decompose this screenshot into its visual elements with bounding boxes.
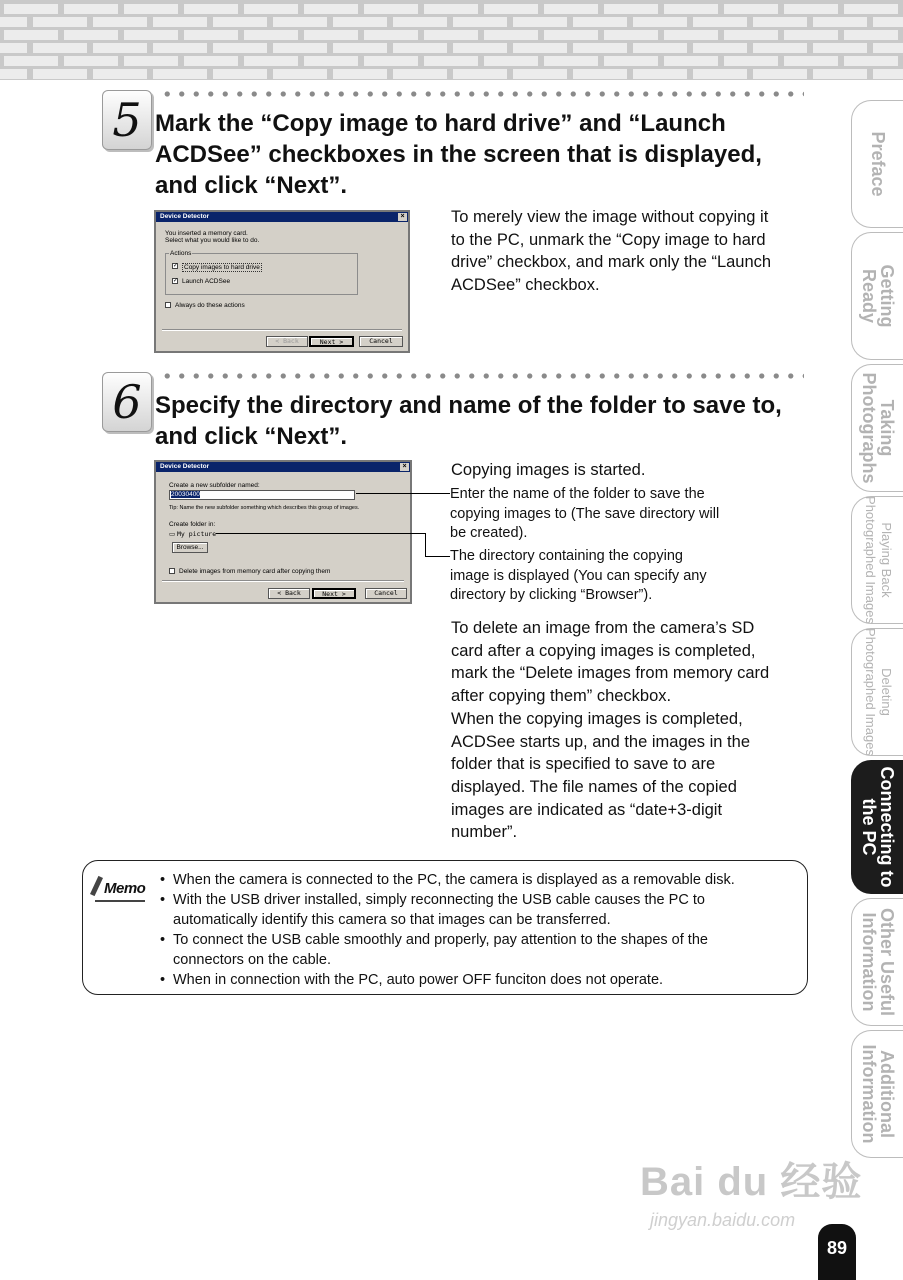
brick	[784, 4, 838, 14]
back-button[interactable]: < Back	[268, 588, 310, 599]
brick	[664, 4, 718, 14]
close-icon[interactable]: ×	[400, 463, 409, 471]
memo-underline	[95, 900, 145, 902]
brick	[873, 43, 903, 53]
brick	[873, 69, 903, 79]
callout-line-directory	[216, 533, 425, 534]
brick	[273, 43, 327, 53]
callout-line-subfolder	[356, 493, 450, 494]
brick	[573, 17, 627, 27]
brick	[844, 56, 898, 66]
brick	[213, 43, 267, 53]
callout-line-directory-vert	[425, 533, 426, 556]
brick	[184, 4, 238, 14]
brick	[93, 43, 147, 53]
brick	[513, 17, 567, 27]
brick	[4, 56, 58, 66]
brick	[124, 30, 178, 40]
back-button[interactable]: < Back	[266, 336, 308, 347]
step6-description: To delete an image from the camera’s SD card after a copying images is completed, mark the “Delete images from memory card after copying them” checkbox. When the copying images is completed, ACDSee starts up, and the images in the folder that is specified to save to are displayed. The file names of the copied images are indicated as “date+3-digit number”.	[451, 619, 770, 842]
brick	[364, 56, 418, 66]
brick-row	[0, 41, 903, 55]
brick	[393, 43, 447, 53]
brick	[333, 43, 387, 53]
callout1-text: Enter the name of the folder to save the copying images to (The save directory will be created).	[450, 486, 720, 541]
brick-row	[4, 28, 903, 42]
brick	[693, 17, 747, 27]
copying-started-text: Copying images is started.	[451, 461, 646, 479]
brick	[64, 30, 118, 40]
brick	[753, 17, 807, 27]
cancel-button[interactable]: Cancel	[359, 336, 403, 347]
baidu-watermark-url: jingyan.baidu.com	[650, 1210, 796, 1230]
brick	[213, 17, 267, 27]
launch-acdsee-checkbox[interactable]: ✓	[173, 278, 179, 284]
brick	[513, 43, 567, 53]
brick	[844, 4, 898, 14]
brick	[604, 4, 658, 14]
tab-deleting[interactable]: Deleting Photographed Images	[851, 628, 903, 756]
brick	[33, 17, 87, 27]
cancel-button[interactable]: Cancel	[365, 588, 407, 599]
memo-label: Memo	[104, 880, 146, 897]
step5-dotted-rule	[160, 90, 804, 98]
brick	[333, 17, 387, 27]
brick	[484, 56, 538, 66]
brick	[364, 30, 418, 40]
tab-connecting-to-pc[interactable]: Connecting to the PC	[851, 760, 903, 894]
brick	[484, 4, 538, 14]
brick	[0, 69, 27, 79]
memo-item: • To connect the USB cable smoothly and properly, pay attention to the shapes of the connectors on the cable.	[160, 930, 800, 970]
brick-row	[4, 2, 903, 16]
baidu-watermark-logo: Bai du 经验	[640, 1160, 863, 1204]
brick	[693, 69, 747, 79]
memo-list	[160, 870, 800, 990]
brick	[304, 56, 358, 66]
always-do-checkbox[interactable]	[165, 302, 171, 308]
brick	[4, 4, 58, 14]
brick	[273, 69, 327, 79]
brick	[813, 17, 867, 27]
copy-images-checkbox[interactable]: ✓	[173, 263, 179, 269]
step5-title: Mark the “Copy image to hard drive” and “Launch ACDSee” checkboxes in the screen that is displayed, and click “Next”.	[155, 110, 762, 199]
brick	[813, 69, 867, 79]
dialog-title-bar: Device Detector ×	[156, 462, 410, 472]
tab-additional-information[interactable]: Additional Information	[851, 1030, 903, 1158]
brick	[153, 17, 207, 27]
brick	[724, 56, 778, 66]
memo-item: • When in connection with the PC, auto power OFF funciton does not operate.	[160, 970, 800, 990]
page-number: 89	[818, 1224, 856, 1280]
step5-device-detector-dialog: Device Detector × You inserted a memory card. Select what you would like to do. Actions ✓ Copy images to hard drive ✓ Launch ACDSee Always do these actions < Back Next > Cancel	[154, 210, 410, 353]
brick	[424, 56, 478, 66]
brick	[4, 30, 58, 40]
brick	[244, 4, 298, 14]
tab-playing-back[interactable]: Playing Back Photographed Images	[851, 496, 903, 624]
brick	[453, 69, 507, 79]
brick	[453, 43, 507, 53]
brick	[124, 56, 178, 66]
brick-row	[4, 54, 903, 68]
step6-dotted-rule	[160, 372, 804, 380]
step6-device-detector-dialog: Device Detector × Create a new subfolder named: 20030400 Tip: Name the new subfolder something which describes this group of images. Create folder in: ▭ My picture Browse... Delete images from memory card after copying them < Back Next > Cancel	[154, 460, 412, 604]
close-icon[interactable]: ×	[398, 213, 407, 221]
brick	[244, 30, 298, 40]
brick-row	[0, 15, 903, 29]
brick	[393, 17, 447, 27]
brick	[813, 43, 867, 53]
brick	[573, 43, 627, 53]
brick	[724, 4, 778, 14]
brick	[544, 56, 598, 66]
next-button[interactable]: Next >	[309, 336, 354, 347]
brick	[64, 56, 118, 66]
brick	[633, 43, 687, 53]
brick	[364, 4, 418, 14]
brick	[484, 30, 538, 40]
brick	[0, 17, 27, 27]
step5-description: To merely view the image without copying it to the PC, unmark the “Copy image to hard drive” checkbox, and mark only the “Launch ACDSee” checkbox.	[451, 208, 772, 295]
tab-getting-ready[interactable]: Getting Ready	[851, 232, 903, 360]
brick	[573, 69, 627, 79]
brick	[33, 69, 87, 79]
brick	[693, 43, 747, 53]
folder-icon: ▭	[169, 531, 176, 538]
memo-item: • With the USB driver installed, simply reconnecting the USB cable causes the PC to automatically identify this camera so that images can be transferred.	[160, 890, 800, 930]
brick	[753, 69, 807, 79]
actions-groupbox	[165, 253, 358, 295]
brick	[184, 30, 238, 40]
brick	[333, 69, 387, 79]
brick	[424, 4, 478, 14]
brick	[633, 17, 687, 27]
brick	[93, 69, 147, 79]
brick	[513, 69, 567, 79]
folder-path: ▭ My picture	[169, 530, 217, 538]
brick	[753, 43, 807, 53]
brick	[273, 17, 327, 27]
brick	[664, 56, 718, 66]
brick	[873, 17, 903, 27]
brick	[33, 43, 87, 53]
brick	[304, 30, 358, 40]
brick	[844, 30, 898, 40]
brick	[604, 56, 658, 66]
memo-item: • When the camera is connected to the PC, the camera is displayed as a removable disk.	[160, 870, 800, 890]
brick-header-decoration	[0, 0, 903, 80]
brick	[424, 30, 478, 40]
brick	[153, 43, 207, 53]
brick	[393, 69, 447, 79]
subfolder-name-input[interactable]: 20030400	[169, 490, 355, 500]
brick	[633, 69, 687, 79]
tab-preface[interactable]: Preface	[851, 100, 903, 228]
brick	[213, 69, 267, 79]
brick	[64, 4, 118, 14]
callout-line-directory-end	[425, 556, 450, 557]
brick	[664, 30, 718, 40]
brick	[124, 4, 178, 14]
tab-taking-photographs[interactable]: Taking Photographs	[851, 364, 903, 492]
brick	[784, 56, 838, 66]
brick	[304, 4, 358, 14]
dialog-title-bar: Device Detector ×	[156, 212, 408, 222]
brick	[544, 4, 598, 14]
brick	[244, 56, 298, 66]
brick	[724, 30, 778, 40]
step6-title: Specify the directory and name of the folder to save to, and click “Next”.	[155, 392, 782, 450]
brick	[153, 69, 207, 79]
brick	[453, 17, 507, 27]
next-button[interactable]: Next >	[312, 588, 356, 599]
tab-other-useful-information[interactable]: Other Useful Information	[851, 898, 903, 1026]
brick	[0, 43, 27, 53]
delete-images-checkbox[interactable]	[169, 568, 175, 574]
brick	[93, 17, 147, 27]
brick	[604, 30, 658, 40]
browse-button[interactable]: Browse...	[172, 542, 208, 553]
step5-number: 5	[102, 90, 152, 150]
brick	[784, 30, 838, 40]
brick	[544, 30, 598, 40]
callout2-text: The directory containing the copying image is displayed (You can specify any directory by clicking “Browser”).	[450, 548, 707, 603]
step6-number: 6	[102, 372, 152, 432]
brick	[184, 56, 238, 66]
brick-row	[0, 67, 903, 80]
